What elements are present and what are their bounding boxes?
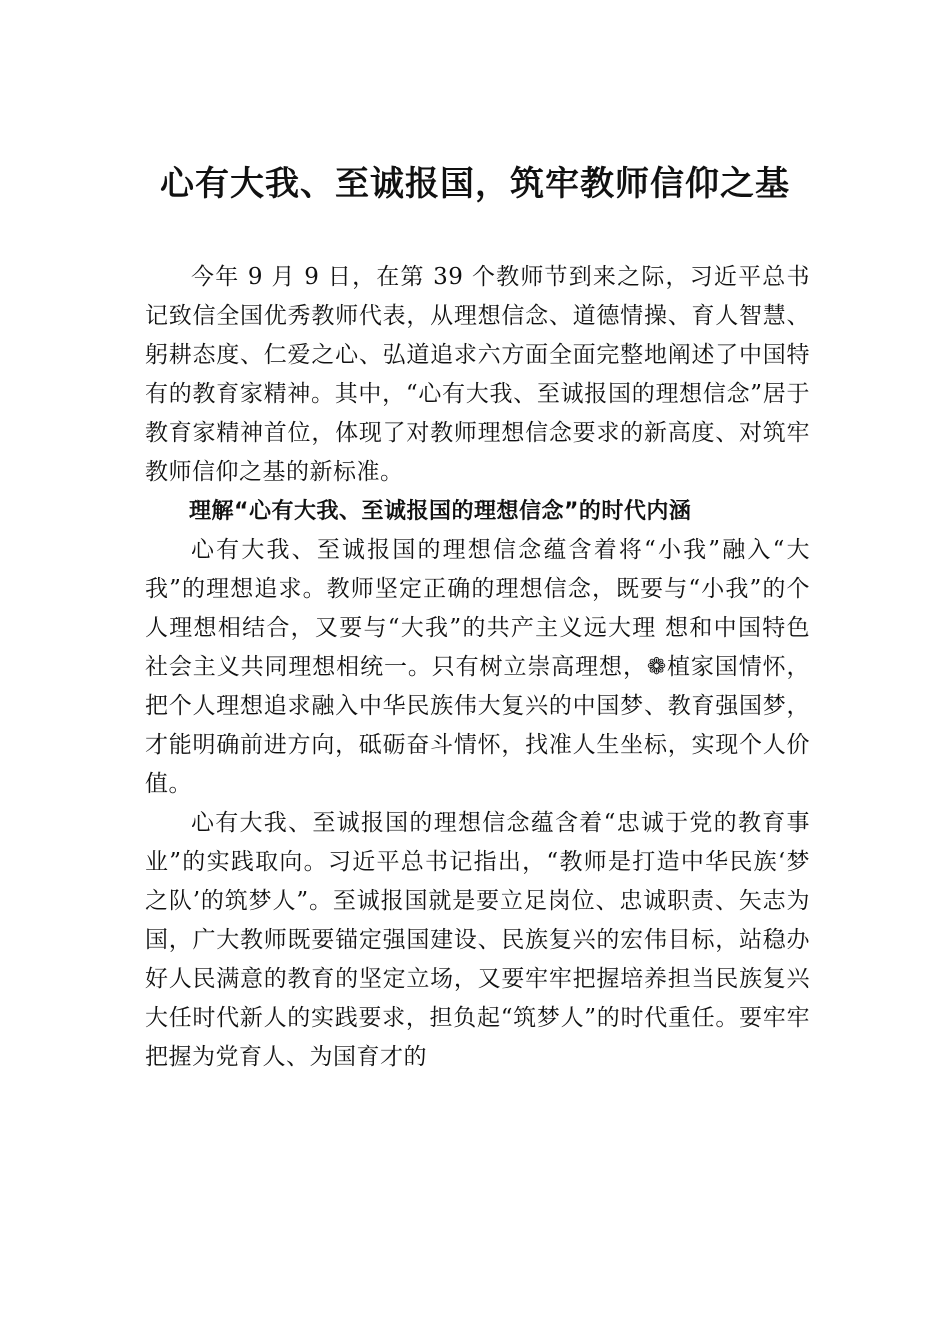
- paragraph-ideal-pursuit: 心有大我、至诚报国的理想信念蕴含着将“小我”融入“大我”的理想追求。教师坚定正确的理想信念，既要与“小我”的个人理想相结合，又要与“大我”的共产主义远大理 想和中国特色社会主义共同理想相统一。只有树立崇高理想，❁植家国情怀，把个人理想追求融入中华民族伟大复兴的中国梦、教育强国梦，才能明确前进方向，砥砺奋斗情怀，找准人生坐标，实现个人价值。: [145, 537, 810, 797]
- section-heading: 理解“心有大我、至诚报国的理想信念”的时代内涵: [189, 499, 692, 524]
- paragraph-practice-orientation: 心有大我、至诚报国的理想信念蕴含着“忠诚于党的教育事业”的实践取向。习近平总书记指出，“教师是打造中华民族‘梦之队’的筑梦人”。至诚报国就是要立足岗位、忠诚职责、矢志为国，广大教师既要锚定强国建设、民族复兴的宏伟目标，站稳办好人民满意的教育的坚定立场，又要牢牢把握培养担当民族复兴大任时代新人的实践要求，担负起“筑梦人”的时代重任。要牢牢把握为党育人、为国育才的: [145, 810, 810, 1070]
- paragraph-intro: 今年 9 月 9 日，在第 39 个教师节到来之际，习近平总书记致信全国优秀教师代表，从理想信念、道德情操、育人智慧、躬耕态度、仁爱之心、弘道追求六方面全面完整地阐述了中国特有的教育家精神。其中，“心有大我、至诚报国的理想信念”居于教育家精神首位，体现了对教师理想信念要求的新高度、对筑牢教师信仰之基的新标准。: [145, 264, 810, 485]
- document-title: 心有大我、至诚报国，筑牢教师信仰之基: [160, 164, 790, 204]
- document-body: [145, 258, 810, 1077]
